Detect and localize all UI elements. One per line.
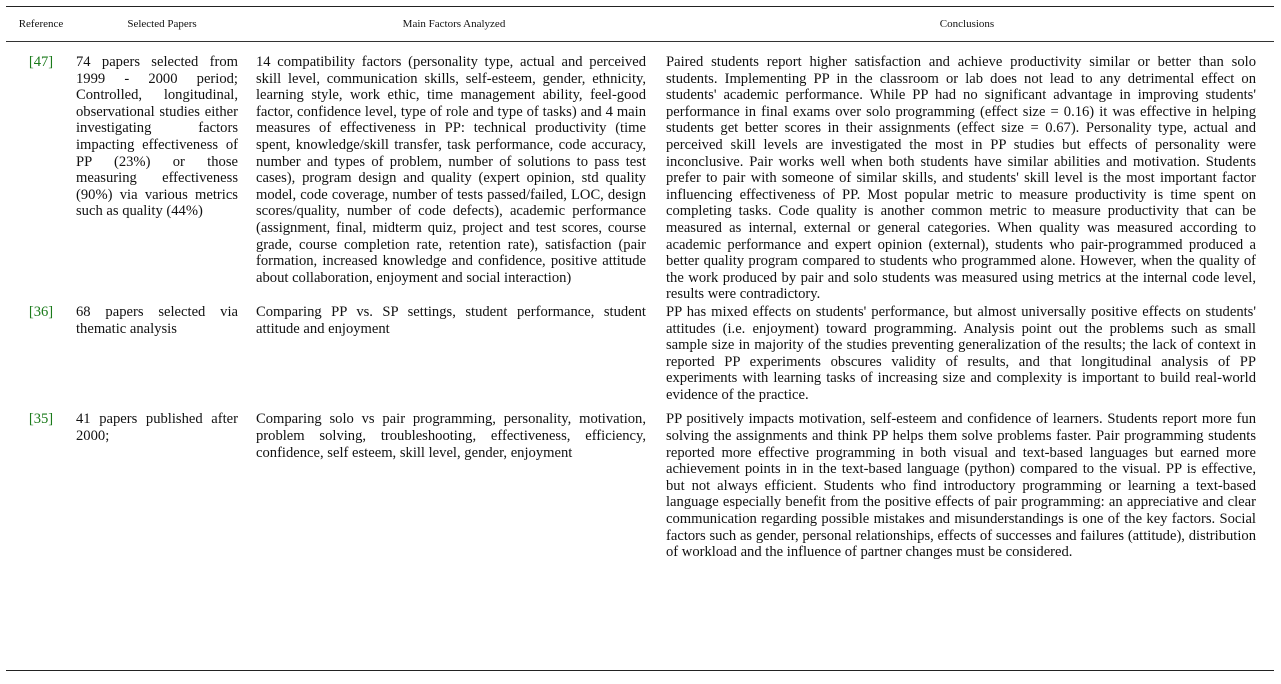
reference-link[interactable]: [47] [28, 54, 54, 70]
header-selected-papers: Selected Papers [127, 18, 197, 30]
conclusions-cell: Paired students report higher satisfaction and achieve productivity similar or better than solo students. Implementing PP in the classroom or lab does not lead to any detrimental effect on students' academic performance. While PP had no significant advantage in improving students' performance in final exams over solo programming (effect size = 0.16) it was effective in helping students get better scores in their assignments (effect size = 0.67). Personality type, actual and perceived skill levels are investigated the most in PP studies but effects of personality were inconclusive. Pair works well when both students have similar abilities and motivation. Students prefer to pair with someone of similar skills, and students' skill level is the most important factor influencing effectiveness of PP. Most popular metric to measure productivity is time spent on completing tasks. Code quality is another common metric to measure productivity that can be measured as internal, external or general categories. When quality was measured according to academic performance and expert opinion (external), students who pair-programmed produced a better quality program compared to students who programmed alone. However, when the quality of the work produced by pair and solo students was measured using metrics at the internal code level, results were contradictory. [666, 54, 1256, 303]
reference-link[interactable]: [36] [28, 303, 54, 320]
table-row [6, 303, 1274, 404]
reference-link[interactable]: [35] [28, 411, 54, 428]
header-main-factors: Main Factors Analyzed [402, 18, 506, 30]
conclusions-cell: PP positively impacts motivation, self-esteem and confidence of learners. Students report more fun solving the assignments and think PP helps them solve problems faster. Pair programming students reported more effective programming in both visual and text-based languages but earned more achievement points in in the text-based language (python) compared to the visual. PP is effective, but not always efficient. Students who find introductory programming or learning a text-based language especially benefit from the positive effects of pair programming: an appreciative and clear communication regarding possible mistakes and misunderstandings is one of the key factors. Social factors such as gender, personal relationships, effects of successes and failures (attitude), distribution of workload and the influence of partner changes must be considered. [666, 411, 1256, 561]
main-factors-cell: Comparing PP vs. SP settings, student performance, student attitude and enjoyment [256, 303, 646, 337]
table-bottom-rule [6, 670, 1274, 671]
header-conclusions: Conclusions [939, 18, 995, 30]
header-reference: Reference [18, 18, 64, 30]
main-factors-cell: Comparing solo vs pair programming, personality, motivation, problem solving, troubleshooting, effectiveness, efficiency, confidence, self esteem, skill level, gender, enjoyment [256, 411, 646, 461]
summary-table [6, 7, 1274, 561]
literature-review-table [6, 6, 1274, 561]
selected-papers-cell: 74 papers selected from 1999 - 2000 period; Controlled, longitudinal, observational studies either investigating factors impacting effectiveness of PP (23%) or those measuring effectiveness (90%) via various metrics such as quality (44%) [76, 54, 238, 220]
table-row [6, 403, 1274, 560]
table-row [6, 42, 1274, 303]
main-factors-cell: 14 compatibility factors (personality type, actual and perceived skill level, communication skills, self-esteem, gender, ethnicity, learning style, work ethic, time management ability, feel-good factor, confidence level, type of role and type of tasks) and 4 main measures of effectiveness in PP: technical productivity (time spent, knowledge/skill transfer, task performance, code accuracy, number and types of problem, number of solutions to pass test cases), program design and quality (expert opinion, std quality model, code coverage, number of tests passed/failed, LOC, design scores/quality, number of code defects), academic performance (assignment, final, midterm quiz, project and test scores, course grade, course completion rate, retention rate), satisfaction (pair formation, increased knowledge and confidence, positive attitude about collaboration, enjoyment and social interaction) [256, 54, 646, 286]
table-header-row [6, 7, 1274, 41]
selected-papers-cell: 41 papers published after 2000; [76, 411, 238, 445]
selected-papers-cell: 68 papers selected via thematic analysis [76, 303, 238, 337]
conclusions-cell: PP has mixed effects on students' performance, but almost universally positive effects on students' attitudes (i.e. enjoyment) toward programming. Analysis point out the problems such as small sample size in majority of the studies preventing generalization of the results; the lack of context in reported PP experiments obscures validity of results, and that longitudinal analysis of PP experiments with learning tasks of increasing size and complexity is important to build real-world evidence of the practice. [666, 303, 1256, 403]
